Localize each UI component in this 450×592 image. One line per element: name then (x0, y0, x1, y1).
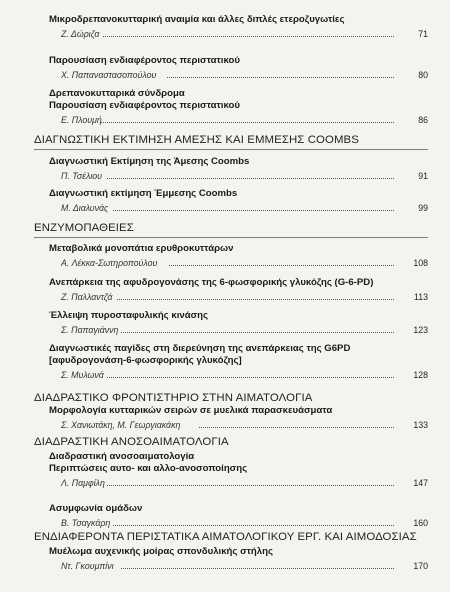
entry-title: Μυέλωμα αυχενικής μοίρας σπονδυλικής στήλης (49, 546, 273, 557)
toc-entry[interactable] (49, 188, 428, 214)
toc-entry[interactable] (49, 243, 428, 269)
dot-leader (199, 427, 394, 428)
dot-leader (113, 210, 394, 211)
section-divider (34, 149, 428, 150)
entry-author: Σ. Χανιωτάκη, Μ. Γεωργιακάκη (61, 420, 181, 430)
entry-author: Ε. Πλουμή (61, 115, 102, 125)
entry-title: Διαγνωστική εκτίμηση Έμμεσης Coombs (49, 188, 238, 199)
section-heading: ΕΝΖΥΜΟΠΑΘΕΙΕΣ (34, 222, 134, 234)
entry-title-line-2: Περιπτώσεις αυτο- και αλλο-ανοσοποίησης (49, 463, 248, 474)
entry-title: Μορφολογία κυτταρικών σειρών σε μυελικά παρασκευάσματα (49, 405, 333, 416)
entry-title: Διαγνωστικές παγίδες στη διερεύνηση της ανεπάρκειας της G6PD (49, 343, 351, 354)
toc-entry[interactable] (49, 503, 428, 529)
entry-page-number: 71 (418, 29, 428, 39)
entry-page-number: 147 (413, 478, 428, 488)
author-line (49, 114, 428, 126)
entry-page-number: 108 (413, 258, 428, 268)
section-heading: ΔΙΑΓΝΩΣΤΙΚΗ ΕΚΤΙΜΗΣΗ ΑΜΕΣΗΣ ΚΑΙ ΕΜΜΕΣΗΣ COOMBS (34, 134, 359, 146)
toc-entry[interactable] (49, 55, 428, 81)
entry-title: Διαδραστική ανοσοαιματολογία (49, 451, 195, 462)
entry-author: Λ. Παμφίλη (61, 478, 105, 488)
entry-author: Α. Λέκκα-Σωτηροπούλου (61, 258, 158, 268)
section-heading: ΔΙΑΔΡΑΣΤΙΚΗ ΑΝΟΣΟΑΙΜΑΤΟΛΟΓΙΑ (34, 436, 229, 448)
dot-leader (167, 77, 394, 78)
dot-leader (107, 178, 394, 179)
dot-leader (121, 568, 394, 569)
entry-title: Παρουσίαση ενδιαφέροντος περιστατικού (49, 55, 240, 66)
dot-leader (103, 36, 394, 37)
dot-leader (169, 265, 394, 266)
entry-page-number: 128 (413, 370, 428, 380)
entry-page-number: 91 (418, 171, 428, 181)
author-line (49, 257, 428, 269)
entry-title: Διαγνωστική Εκτίμηση της Άμεσης Coombs (49, 156, 250, 167)
section-divider (34, 237, 428, 238)
toc-entry[interactable] (49, 14, 428, 40)
toc-entry[interactable] (49, 451, 428, 489)
author-line (49, 28, 428, 40)
dot-leader (107, 377, 394, 378)
entry-title: Έλλειψη πυροσταφυλικής κινάσης (49, 310, 208, 321)
entry-author: Σ. Μυλωνά (61, 370, 104, 380)
entry-title: Μεταβολικά μονοπάτια ερυθροκυττάρων (49, 243, 234, 254)
author-line (49, 560, 428, 572)
toc-entry[interactable] (49, 156, 428, 182)
entry-author: Ζ. Παλλαντζά (61, 292, 113, 302)
entry-title: Ασυμφωνία ομάδων (49, 503, 143, 514)
entry-title: Ανεπάρκεια της αφυδρογονάσης της 6-φωσφορικής γλυκόζης (G-6-PD) (49, 277, 374, 288)
entry-author: Μ. Διαλυνάς (61, 203, 109, 213)
toc-entry[interactable] (49, 277, 428, 303)
entry-page-number: 170 (413, 561, 428, 571)
entry-title: Δρεπανοκυτταρικά σύνδρομα (49, 88, 185, 99)
entry-title: Μικροδρεπανοκυτταρική αναιμία και άλλες διπλές ετεροζυγωτίες (49, 14, 345, 25)
author-line (49, 291, 428, 303)
section-heading: ΔΙΑΔΡΑΣΤΙΚΟ ΦΡΟΝΤΙΣΤΗΡΙΟ ΣΤΗΝ ΑΙΜΑΤΟΛΟΓΙΑ (34, 392, 313, 404)
entry-author: Β. Τσαγκάρη (61, 518, 111, 528)
entry-title-line-2: Παρουσίαση ενδιαφέροντος περιστατικού (49, 100, 240, 111)
entry-author: Σ. Παπαγιάννη (61, 325, 119, 335)
author-line (49, 170, 428, 182)
toc-entry[interactable] (49, 310, 428, 336)
toc-entry[interactable] (49, 88, 428, 126)
dot-leader (101, 122, 394, 123)
entry-page-number: 160 (413, 518, 428, 528)
entry-author: Π. Τσέλιου (61, 171, 103, 181)
entry-page-number: 113 (413, 292, 428, 302)
entry-page-number: 80 (418, 70, 428, 80)
dot-leader (107, 485, 394, 486)
entry-page-number: 99 (418, 203, 428, 213)
entry-author: Ζ. Δώριζα (61, 29, 100, 39)
entry-author: Χ. Παπαναστασοπούλου (61, 70, 157, 80)
toc-entry[interactable] (49, 546, 428, 572)
toc-entry[interactable] (49, 405, 428, 431)
author-line (49, 517, 428, 529)
section-heading: ΕΝΔΙΑΦΕΡΟΝΤΑ ΠΕΡΙΣΤΑΤΙΚΑ ΑΙΜΑΤΟΛΟΓΙΚΟΥ ΕΡΓ. ΚΑΙ ΑΙΜΟΔΟΣΙΑΣ (34, 531, 417, 543)
author-line (49, 69, 428, 81)
entry-author: Ντ. Γκουμπίνι (61, 561, 114, 571)
dot-leader (121, 332, 394, 333)
entry-page-number: 123 (413, 325, 428, 335)
author-line (49, 477, 428, 489)
entry-page-number: 86 (418, 115, 428, 125)
author-line (49, 324, 428, 336)
author-line (49, 202, 428, 214)
toc-entry[interactable] (49, 343, 428, 381)
dot-leader (117, 299, 394, 300)
author-line (49, 419, 428, 431)
entry-title-line-2: [αφυδρογονάση-6-φωσφορικής γλυκόζης] (49, 355, 242, 366)
dot-leader (113, 525, 394, 526)
entry-page-number: 133 (413, 420, 428, 430)
author-line (49, 369, 428, 381)
